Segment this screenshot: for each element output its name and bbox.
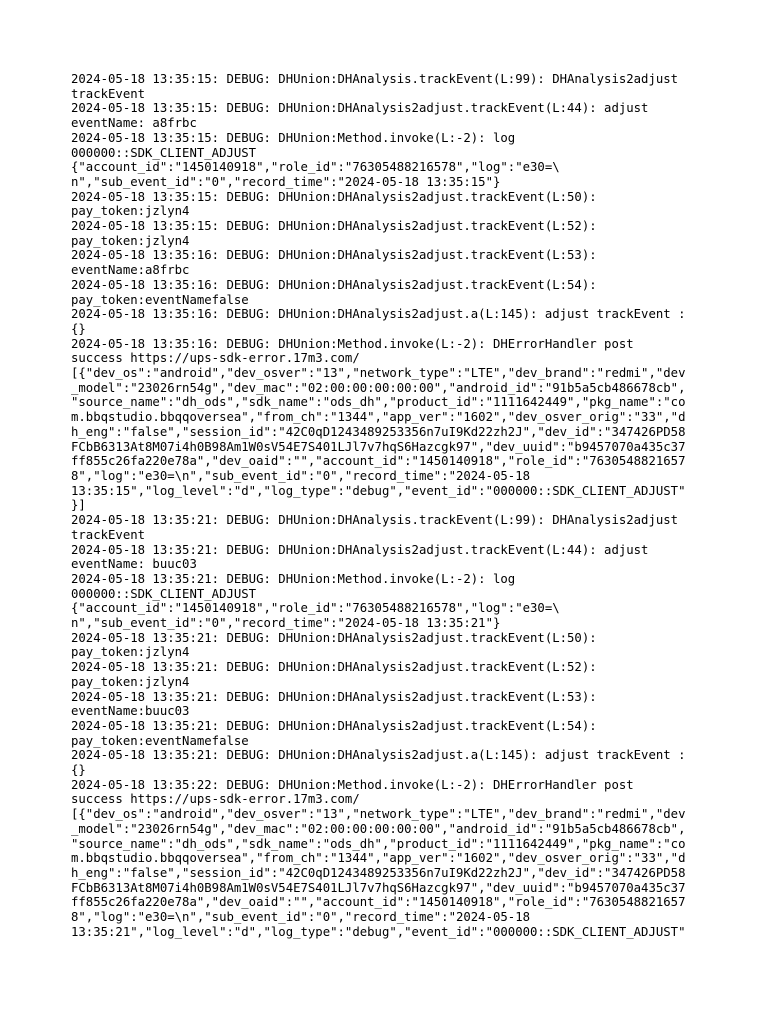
log-line: pay_token:eventNamefalse	[71, 292, 249, 307]
log-line: _model":"23026rn54g","dev_mac":"02:00:00:00:00:00","android_id":"91b5a5cb486678cb",	[71, 821, 686, 836]
log-line: ff855c26fa220e78a","dev_oaid":"","account_id":"1450140918","role_id":"7630548821657	[71, 454, 686, 469]
log-line: {}	[71, 321, 86, 336]
log-document-page	[71, 72, 711, 939]
log-line: [{"dev_os":"android","dev_osver":"13","network_type":"LTE","dev_brand":"redmi","dev	[71, 366, 686, 381]
log-line: pay_token:jzlyn4	[71, 645, 190, 660]
log-line: 2024-05-18 13:35:15: DEBUG: DHUnion:DHAnalysis.trackEvent(L:99): DHAnalysis2adjust	[71, 72, 679, 86]
log-line: 000000::SDK_CLIENT_ADJUST	[71, 145, 257, 160]
log-line: eventName:buuc03	[71, 704, 190, 719]
log-line: ff855c26fa220e78a","dev_oaid":"","account_id":"1450140918","role_id":"7630548821657	[71, 895, 686, 910]
log-line: 8","log":"e30=\n","sub_event_id":"0","record_time":"2024-05-18	[71, 468, 531, 483]
log-line: h_eng":"false","session_id":"42C0qD1243489253356n7uI9Kd22zh2J","dev_id":"347426PD58	[71, 865, 686, 880]
log-line: 2024-05-18 13:35:21: DEBUG: DHUnion:DHAnalysis2adjust.a(L:145): adjust trackEvent :	[71, 748, 686, 763]
log-line: _model":"23026rn54g","dev_mac":"02:00:00:00:00:00","android_id":"91b5a5cb486678cb",	[71, 380, 686, 395]
log-line: }]	[71, 498, 86, 513]
log-line: 13:35:15","log_level":"d","log_type":"debug","event_id":"000000::SDK_CLIENT_ADJUST"	[71, 483, 686, 498]
log-line: 2024-05-18 13:35:16: DEBUG: DHUnion:DHAnalysis2adjust.trackEvent(L:54):	[71, 277, 597, 292]
log-line: h_eng":"false","session_id":"42C0qD1243489253356n7uI9Kd22zh2J","dev_id":"347426PD58	[71, 424, 686, 439]
log-line: 2024-05-18 13:35:21: DEBUG: DHUnion:DHAnalysis2adjust.trackEvent(L:50):	[71, 630, 597, 645]
log-line: 2024-05-18 13:35:21: DEBUG: DHUnion:DHAnalysis2adjust.trackEvent(L:52):	[71, 660, 597, 675]
log-line: m.bbqstudio.bbqqoversea","from_ch":"1344","app_ver":"1602","dev_osver_orig":"33","d	[71, 851, 686, 866]
log-line: 2024-05-18 13:35:21: DEBUG: DHUnion:DHAnalysis2adjust.trackEvent(L:44): adjust	[71, 542, 649, 557]
log-line: pay_token:jzlyn4	[71, 233, 190, 248]
log-line: 13:35:21","log_level":"d","log_type":"debug","event_id":"000000::SDK_CLIENT_ADJUST"	[71, 924, 686, 939]
log-line: 000000::SDK_CLIENT_ADJUST	[71, 586, 257, 601]
log-line: {"account_id":"1450140918","role_id":"76305488216578","log":"e30=\	[71, 601, 560, 616]
log-line: 2024-05-18 13:35:15: DEBUG: DHUnion:DHAnalysis2adjust.trackEvent(L:52):	[71, 219, 597, 234]
log-line: eventName: buuc03	[71, 557, 197, 572]
log-line: 8","log":"e30=\n","sub_event_id":"0","record_time":"2024-05-18	[71, 910, 531, 925]
log-line: n","sub_event_id":"0","record_time":"2024-05-18 13:35:21"}	[71, 616, 501, 631]
log-line: 2024-05-18 13:35:15: DEBUG: DHUnion:DHAnalysis2adjust.trackEvent(L:50):	[71, 189, 597, 204]
log-line: eventName: a8frbc	[71, 116, 197, 131]
log-line: 2024-05-18 13:35:21: DEBUG: DHUnion:DHAnalysis.trackEvent(L:99): DHAnalysis2adjust	[71, 513, 679, 528]
log-line: 2024-05-18 13:35:21: DEBUG: DHUnion:DHAnalysis2adjust.trackEvent(L:54):	[71, 718, 597, 733]
log-line: 2024-05-18 13:35:22: DEBUG: DHUnion:Method.invoke(L:-2): DHErrorHandler post	[71, 777, 634, 792]
log-line: "source_name":"dh_ods","sdk_name":"ods_dh","product_id":"1111642449","pkg_name":"co	[71, 836, 686, 851]
log-line: {}	[71, 763, 86, 778]
log-line: trackEvent	[71, 527, 146, 542]
log-line: m.bbqstudio.bbqqoversea","from_ch":"1344","app_ver":"1602","dev_osver_orig":"33","d	[71, 410, 686, 425]
log-line: 2024-05-18 13:35:15: DEBUG: DHUnion:Method.invoke(L:-2): log	[71, 130, 516, 145]
log-line: pay_token:jzlyn4	[71, 674, 190, 689]
log-line: pay_token:eventNamefalse	[71, 733, 249, 748]
log-line: eventName:a8frbc	[71, 263, 190, 278]
log-line: n","sub_event_id":"0","record_time":"2024-05-18 13:35:15"}	[71, 174, 501, 189]
log-line: 2024-05-18 13:35:16: DEBUG: DHUnion:Method.invoke(L:-2): DHErrorHandler post	[71, 336, 634, 351]
log-line: trackEvent	[71, 86, 146, 101]
log-line: 2024-05-18 13:35:21: DEBUG: DHUnion:DHAnalysis2adjust.trackEvent(L:53):	[71, 689, 597, 704]
log-line: {"account_id":"1450140918","role_id":"76305488216578","log":"e30=\	[71, 160, 560, 175]
log-line: success https://ups-sdk-error.17m3.com/	[71, 792, 360, 807]
log-line: success https://ups-sdk-error.17m3.com/	[71, 351, 360, 366]
log-line: 2024-05-18 13:35:21: DEBUG: DHUnion:Method.invoke(L:-2): log	[71, 571, 516, 586]
log-line: 2024-05-18 13:35:16: DEBUG: DHUnion:DHAnalysis2adjust.a(L:145): adjust trackEvent :	[71, 307, 686, 322]
log-line: [{"dev_os":"android","dev_osver":"13","network_type":"LTE","dev_brand":"redmi","dev	[71, 807, 686, 822]
log-line: FCbB6313At8M07i4h0B98Am1W0sV54E7S401LJl7v7hqS6Hazcgk97","dev_uuid":"b9457070a435c37	[71, 439, 686, 454]
log-line: "source_name":"dh_ods","sdk_name":"ods_dh","product_id":"1111642449","pkg_name":"co	[71, 395, 686, 410]
log-line: FCbB6313At8M07i4h0B98Am1W0sV54E7S401LJl7v7hqS6Hazcgk97","dev_uuid":"b9457070a435c37	[71, 880, 686, 895]
log-line: 2024-05-18 13:35:16: DEBUG: DHUnion:DHAnalysis2adjust.trackEvent(L:53):	[71, 248, 597, 263]
log-line: 2024-05-18 13:35:15: DEBUG: DHUnion:DHAnalysis2adjust.trackEvent(L:44): adjust	[71, 101, 649, 116]
log-line: pay_token:jzlyn4	[71, 204, 190, 219]
